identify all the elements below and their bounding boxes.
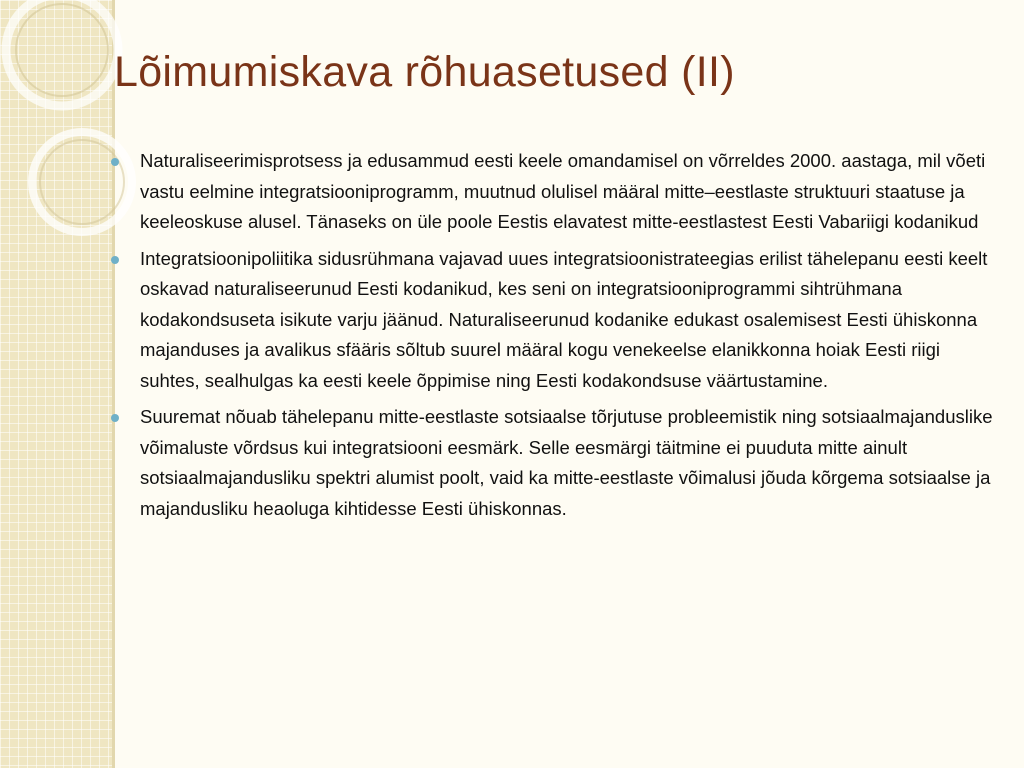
bullet-text: Integratsioonipoliitika sidusrühmana vajavad uues integratsioonistrateegias erilist tähelepanu eesti keelt oskavad naturaliseerunud Eesti kodanikud, kes seni on integratsiooniprogrammi sihtrühmana kodakondsuseta isikute varju jäänud. Naturaliseerunud kodanike edukast osalemisest Eesti ühiskonna majanduses ja avalikus sfääris sõltub suurel määral kogu venekeelse elanikkonna hoiak Eesti riigi suhtes, sealhulgas ka eesti keele õppimise ning Eesti kodakondsuse väärtustamine. [140,247,988,391]
bullet-item-social-exclusion [140,402,998,524]
bullet-list [140,146,998,530]
slide-title: Lõimumiskava rõhuasetused (II) [114,48,735,96]
bullet-dot-icon [111,414,119,422]
bullet-text: Naturaliseerimisprotsess ja edusammud eesti keele omandamisel on võrreldes 2000. aastaga, mil võeti vastu eelmine integratsiooniprogramm, muutnud olulisel määral mitte–eestlaste struktuuri staatuse ja keeleoskuse alusel. Tänaseks on üle poole Eestis elavatest mitte-eestlastest Eesti Vabariigi kodanikud [140,150,986,232]
bullet-dot-icon [111,158,119,166]
decorative-rings [0,0,140,300]
decorative-ring-small [32,132,132,232]
bullet-dot-icon [111,256,119,264]
decorative-ring-inner [16,4,108,96]
bullet-text: Suuremat nõuab tähelepanu mitte-eestlaste sotsiaalse tõrjutuse probleemistik ning sotsiaalmajanduslike võimaluste võrdsus kui integratsiooni eesmärk. Selle eesmärgi täitmine ei puuduta mitte ainult sotsiaalmajandusliku spektri alumist poolt, vaid ka mitte-eestlaste võimalusi jõuda kõrgema sotsiaalse ja majandusliku heaoluga kihtidesse Eesti ühiskonnas. [140,406,993,519]
bullet-item-stakeholders [140,244,998,397]
bullet-item-naturalization [140,146,998,238]
decorative-ring-small-inner [40,140,124,224]
decorative-ring-large [6,0,118,106]
